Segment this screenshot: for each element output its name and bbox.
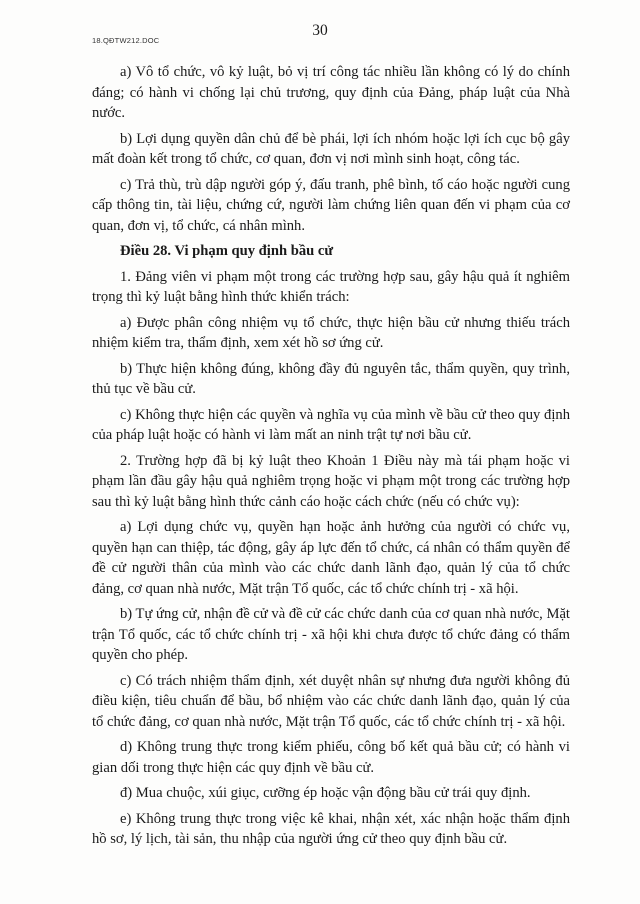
- document-body: [92, 62, 570, 855]
- paragraph: đ) Mua chuộc, xúi giục, cưỡng ép hoặc vận động bầu cử trái quy định.: [120, 785, 531, 801]
- paragraph: a) Vô tổ chức, vô kỷ luật, bỏ vị trí công tác nhiều lần không có lý do chính đáng; có hành vi chống lại chủ trương, quy định của Đảng, pháp luật của Nhà nước.: [92, 64, 570, 121]
- paragraph: b) Tự ứng cử, nhận đề cử và đề cử các chức danh của cơ quan nhà nước, Mặt trận Tổ quốc, các tổ chức chính trị - xã hội khi chưa được tổ chức đảng có thẩm quyền cho phép.: [92, 606, 570, 663]
- article-heading: Điều 28. Vi phạm quy định bầu cử: [120, 243, 334, 259]
- paragraph: c) Có trách nhiệm thẩm định, xét duyệt nhân sự nhưng đưa người không đủ điều kiện, tiêu chuẩn để bầu, bổ nhiệm vào các chức danh lãnh đạo, quản lý của tổ chức đảng, cơ quan nhà nước, Mặt trận Tổ quốc, các tổ chức chính trị - xã hội.: [92, 672, 570, 730]
- paragraph: a) Được phân công nhiệm vụ tổ chức, thực hiện bầu cử nhưng thiếu trách nhiệm kiểm tra, thẩm định, xem xét hồ sơ ứng cử.: [92, 314, 570, 351]
- paragraph: c) Trả thù, trù dập người góp ý, đấu tranh, phê bình, tố cáo hoặc người cung cấp thông tin, tài liệu, chứng cứ, người làm chứng liên quan đến vi phạm của cơ quan, đơn vị, tổ chức, cá nhân mình.: [92, 176, 570, 234]
- page-number: 30: [312, 22, 328, 39]
- paragraph: a) Lợi dụng chức vụ, quyền hạn hoặc ảnh hưởng của người có chức vụ, quyền hạn can thiệp, tác động, gây áp lực đến tổ chức, cá nhân có thẩm quyền để đề cử người thân của mình vào các chức danh lãnh đạo, quản lý của tổ chức đảng, cơ quan nhà nước, Mặt trận Tổ quốc, các tổ chức chính trị - xã hội.: [92, 519, 570, 597]
- paragraph: b) Thực hiện không đúng, không đầy đủ nguyên tắc, thẩm quyền, quy trình, thủ tục về bầu cử.: [92, 360, 570, 397]
- paragraph: 2. Trường hợp đã bị kỷ luật theo Khoản 1 Điều này mà tái phạm hoặc vi phạm lần đầu gây hậu quả nghiêm trọng hoặc vi phạm một trong các trường hợp sau thì kỷ luật bằng hình thức cảnh cáo hoặc cách chức (nếu có chức vụ):: [92, 452, 570, 510]
- paragraph: c) Không thực hiện các quyền và nghĩa vụ của mình về bầu cử theo quy định của pháp luật hoặc có hành vi làm mất an ninh trật tự nơi bầu cử.: [92, 406, 570, 443]
- paragraph: d) Không trung thực trong kiểm phiếu, công bố kết quả bầu cử; có hành vi gian dối trong thực hiện các quy định về bầu cử.: [92, 739, 570, 776]
- file-label: 18.QĐTW212.DOC: [92, 36, 160, 45]
- paragraph: 1. Đảng viên vi phạm một trong các trường hợp sau, gây hậu quả ít nghiêm trọng thì kỷ luật bằng hình thức khiển trách:: [92, 268, 570, 305]
- paragraph: e) Không trung thực trong việc kê khai, nhận xét, xác nhận hoặc thẩm định hồ sơ, lý lịch, tài sản, thu nhập của người ứng cử theo quy định bầu cử.: [92, 810, 570, 847]
- paragraph: b) Lợi dụng quyền dân chủ để bè phái, lợi ích nhóm hoặc lợi ích cục bộ gây mất đoàn kết trong tổ chức, cơ quan, đơn vị nơi mình sinh hoạt, công tác.: [92, 130, 570, 167]
